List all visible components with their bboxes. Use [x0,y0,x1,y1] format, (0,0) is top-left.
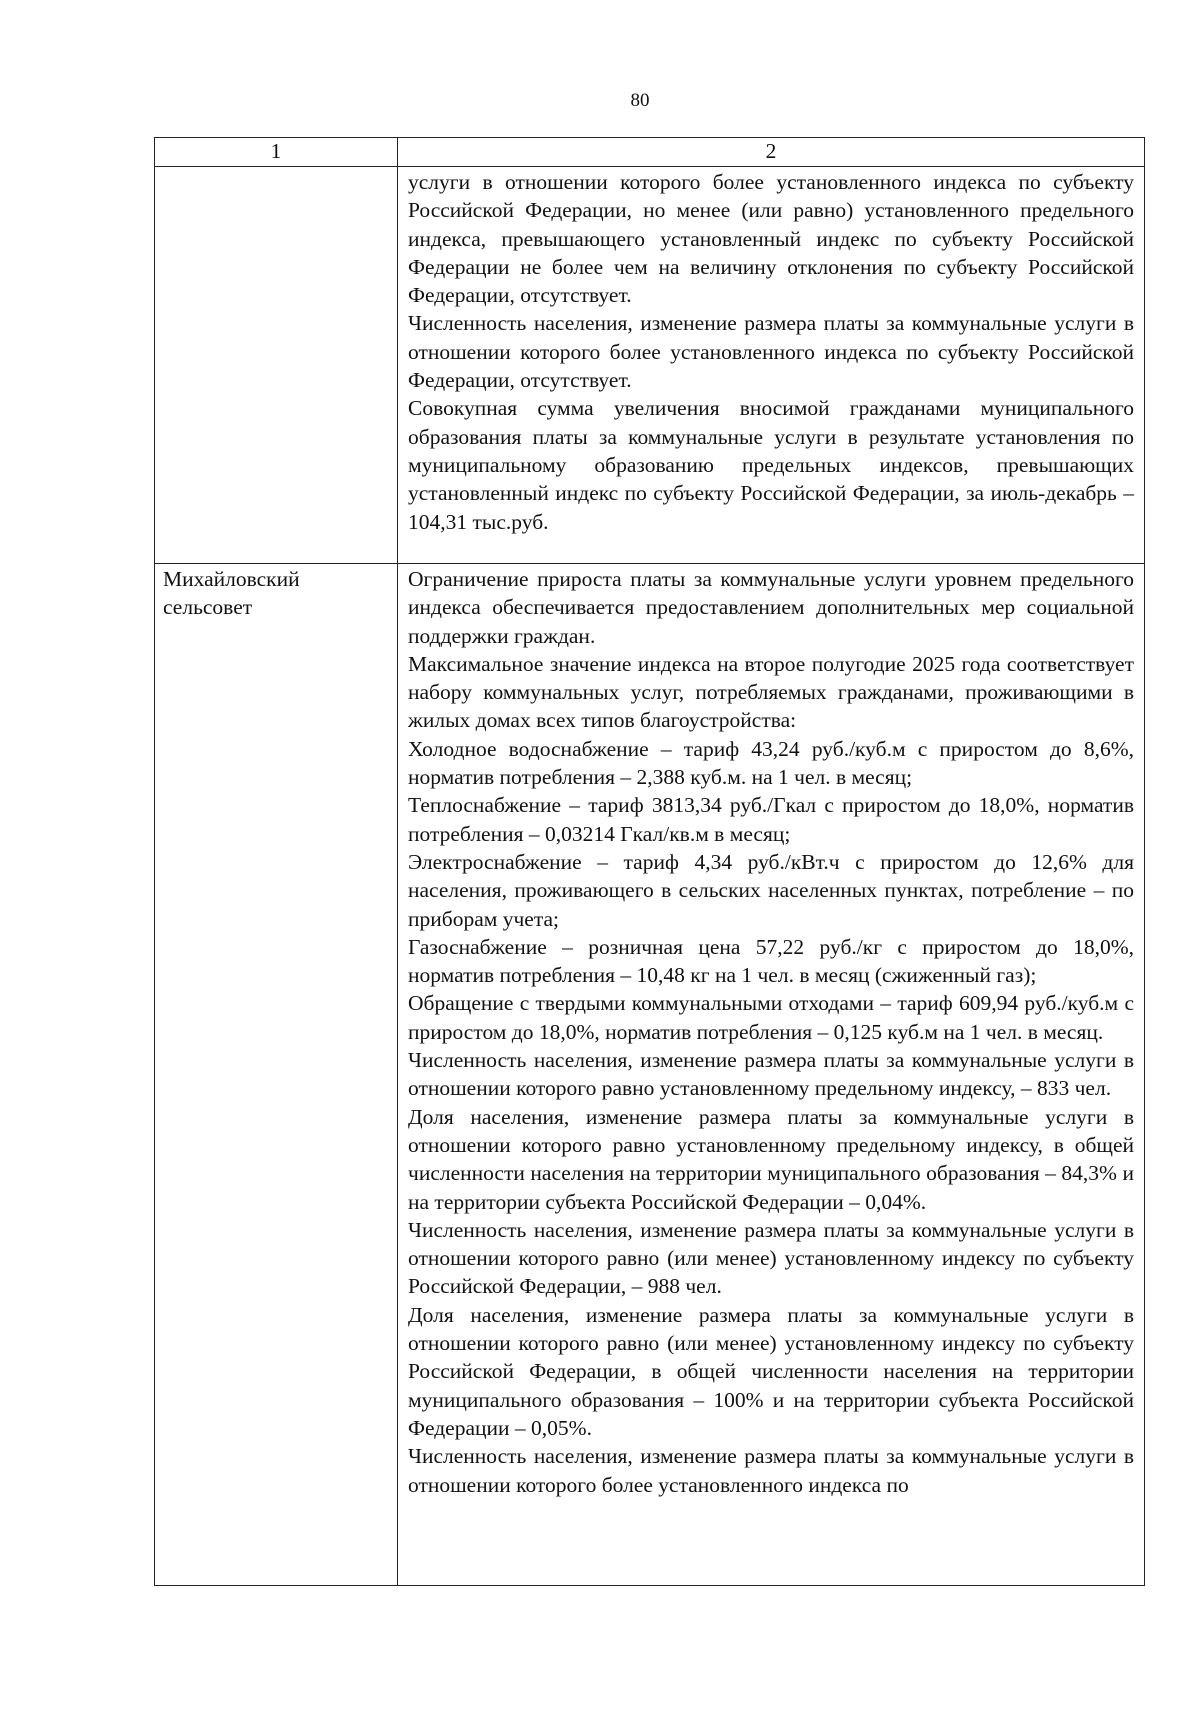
paragraph: Совокупная сумма увеличения вносимой гражданами муниципального образования платы за коммунальные услуги в результате установления по муниципальному образованию предельных индексов, превышающих установленный индекс по субъекту Российской Федерации, за июль-декабрь – 104,31 тыс.руб. [408,396,1134,534]
paragraph: Доля населения, изменение размера платы за коммунальные услуги в отношении которого равно установленному предельному индексу, в общей численности населения на территории муниципального образования – 84,3% и на территории субъекта Российской Федерации – 0,04%. [408,1104,1134,1214]
paragraph: Обращение с твердыми коммунальными отходами – тариф 609,94 руб./куб.м с приростом до 18,0%, норматив потребления – 0,125 куб.м на 1 чел. в месяц. [408,991,1134,1044]
description-cell [398,564,1145,1586]
description-cell [398,167,1145,564]
paragraph: Доля населения, изменение размера платы за коммунальные услуги в отношении которого равно (или менее) установленному индексу по субъекту Российской Федерации, в общей численности населения на территории муниципального образования – 100% и на территории субъекта Российской Федерации – 0,05%. [408,1302,1134,1440]
paragraph: Газоснабжение – розничная цена 57,22 руб./кг с приростом до 18,0%, норматив потребления – 10,48 кг на 1 чел. в месяц (сжиженный газ); [408,934,1134,988]
paragraph: Численность населения, изменение размера платы за коммунальные услуги в отношении которого более установленного индекса по [408,1444,1134,1497]
table-row [155,564,1145,1586]
page-number: 80 [630,90,650,111]
table-header-row [155,138,1145,167]
paragraph: Теплоснабжение – тариф 3813,34 руб./Гкал с приростом до 18,0%, норматив потребления – 0,03214 Гкал/кв.м в месяц; [408,793,1134,846]
paragraph: Максимальное значение индекса на второе полугодие 2025 года соответствует набору коммунальных услуг, потребляемых гражданами, проживающими в жилых домах всех типов благоустройства: [408,651,1134,733]
paragraph: услуги в отношении которого более установленного индекса по субъекту Российской Федерации, но менее (или равно) установленного предельного индекса, превышающего установленный индекс по субъекту Российской Федерации не более чем на величину отклонения по субъекту Российской Федерации, отсутствует. [408,170,1134,308]
municipality-name-cell: Михайловский сельсовет [155,564,398,1586]
paragraph: Ограничение прироста платы за коммунальные услуги уровнем предельного индекса обеспечивается предоставлением дополнительных мер социальной поддержки граждан. [408,567,1134,648]
paragraph: Численность населения, изменение размера платы за коммунальные услуги в отношении которого равно (или менее) установленному индексу по субъекту Российской Федерации, – 988 чел. [408,1217,1134,1299]
paragraph: Холодное водоснабжение – тариф 43,24 руб./куб.м с приростом до 8,6%, норматив потребления – 2,388 куб.м. на 1 чел. в месяц; [408,736,1134,790]
paragraph: Численность населения, изменение размера платы за коммунальные услуги в отношении которого равно установленному предельному индексу, – 833 чел. [408,1048,1134,1101]
header-col-1: 1 [155,138,398,167]
header-col-2: 2 [398,138,1145,167]
paragraph: Численность населения, изменение размера платы за коммунальные услуги в отношении которого более установленного индекса по субъекту Российской Федерации, отсутствует. [408,311,1134,393]
municipality-name-cell [155,167,398,564]
table-row [155,167,1145,564]
paragraph: Электроснабжение – тариф 4,34 руб./кВт.ч с приростом до 12,6% для населения, проживающего в сельских населенных пунктах, потребление – по приборам учета; [408,849,1134,931]
municipality-table [154,137,1145,1586]
